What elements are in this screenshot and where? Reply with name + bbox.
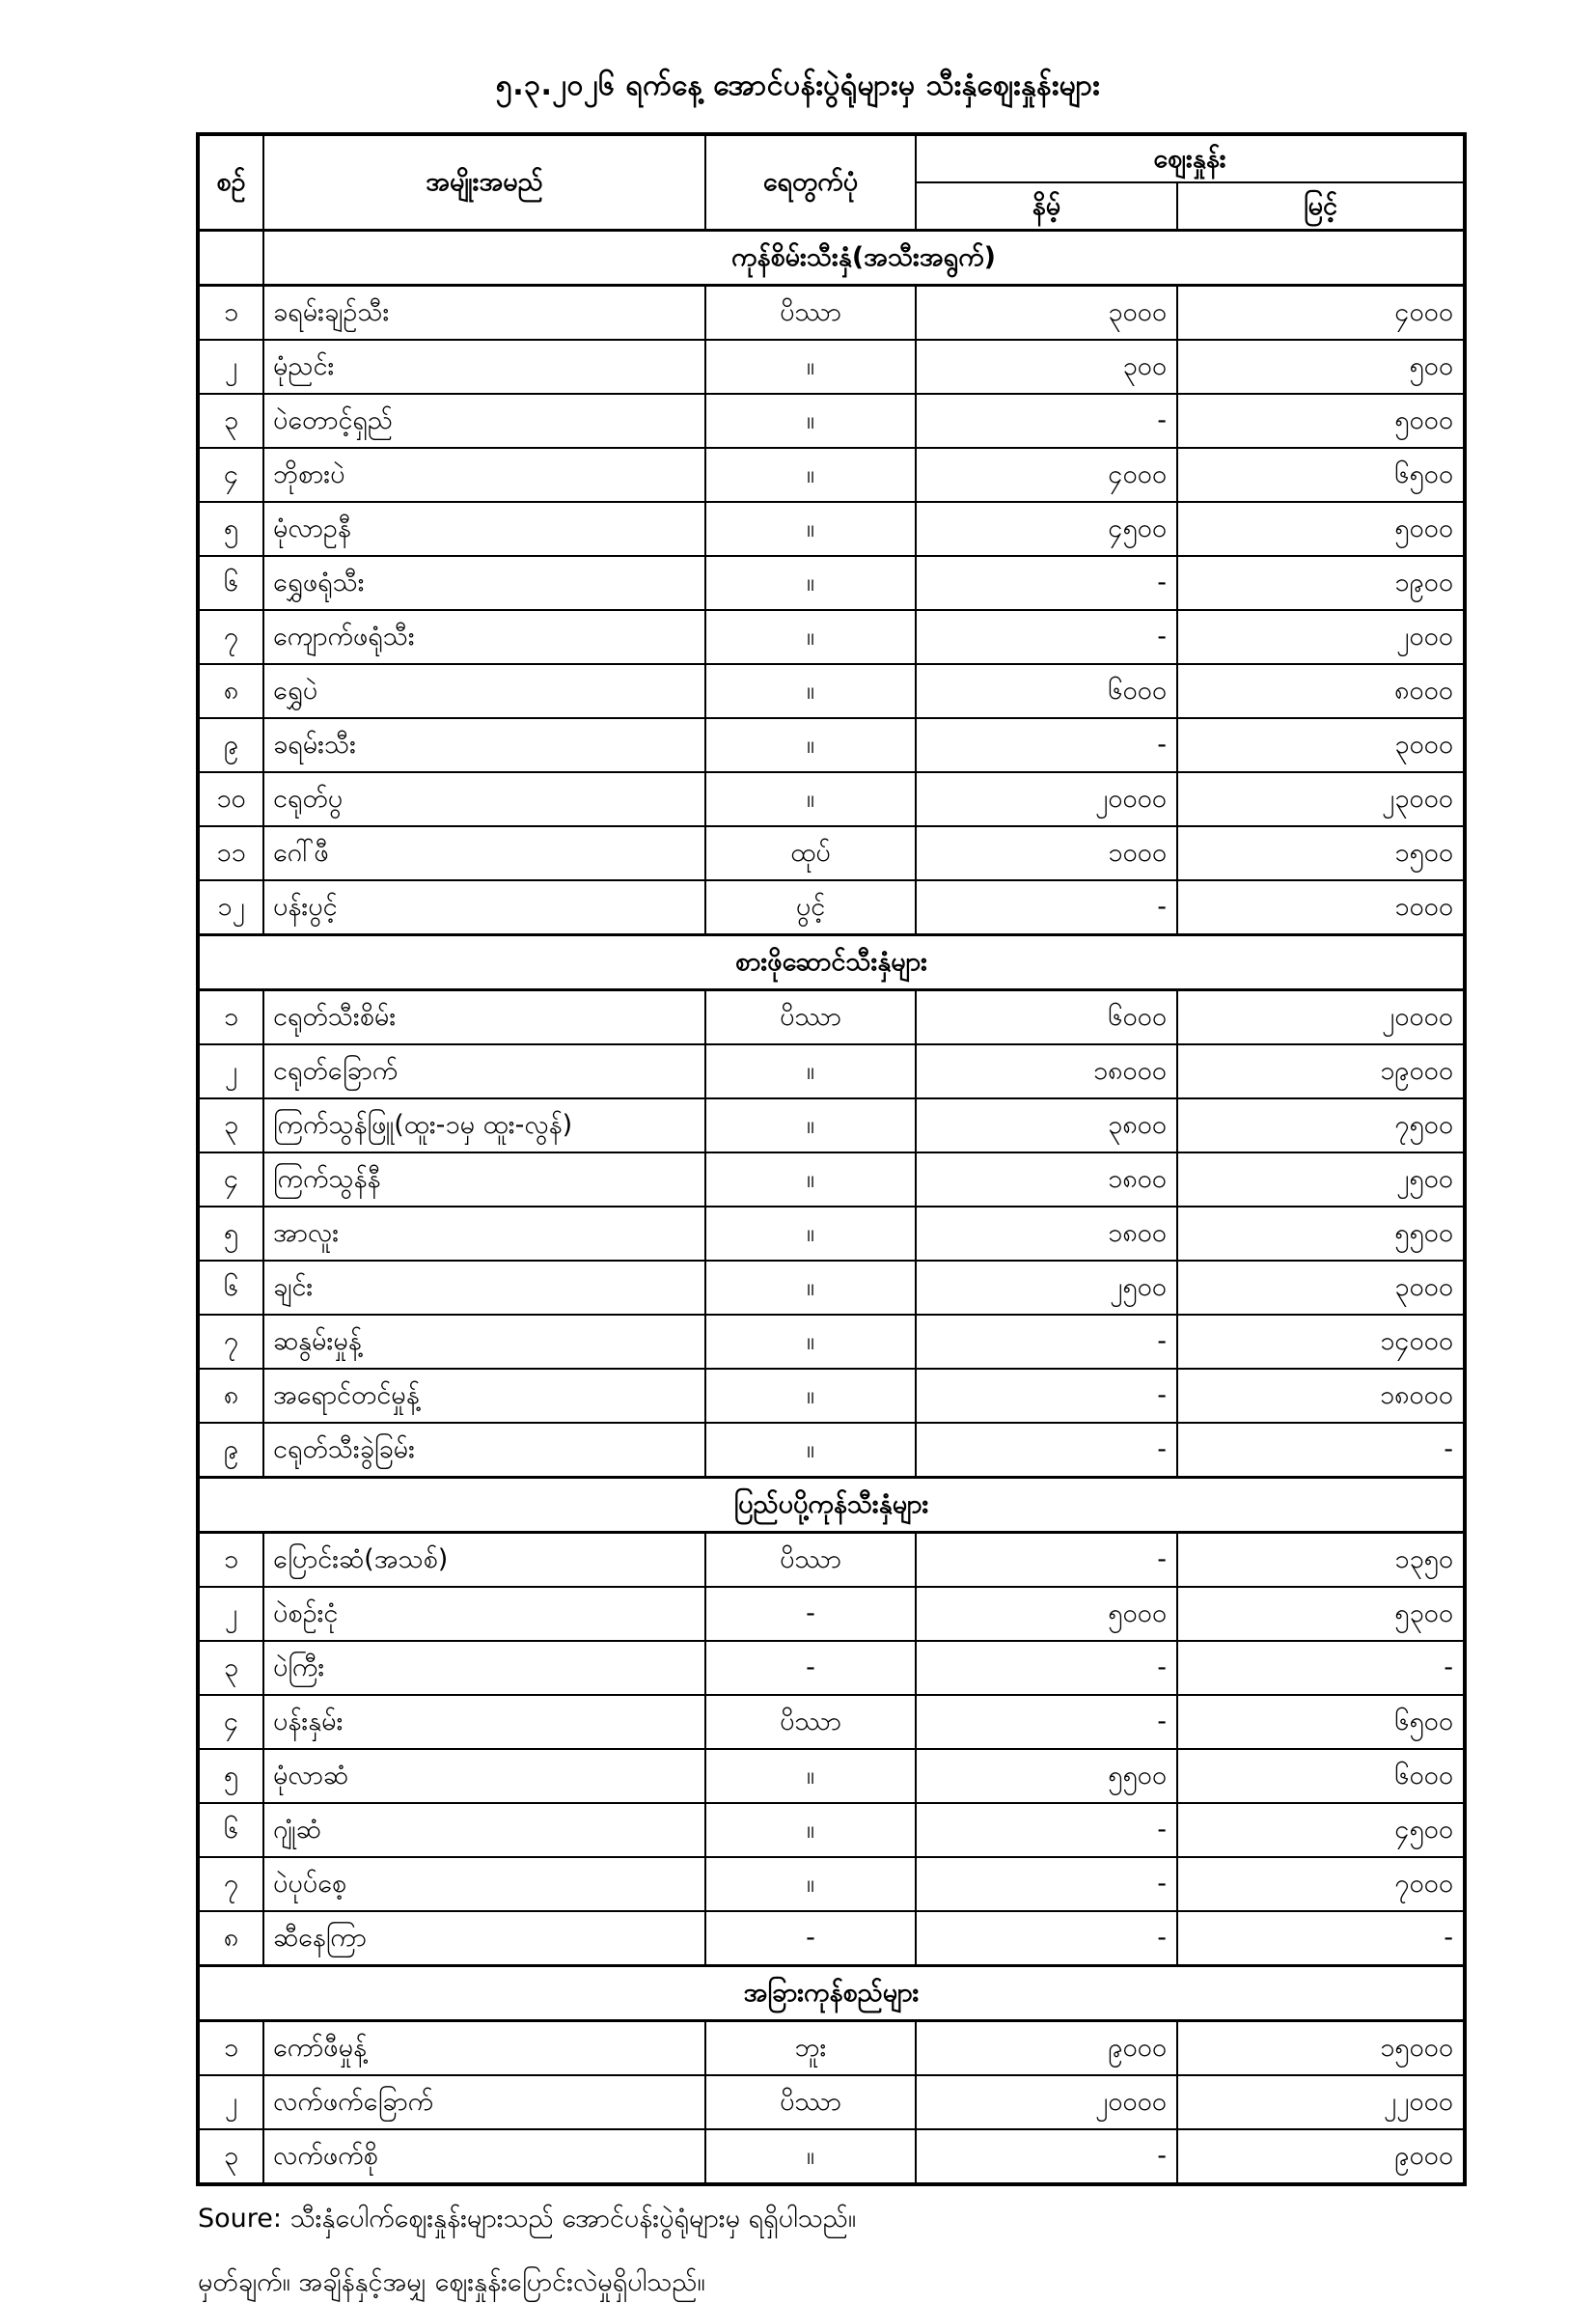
cell-unit: ။: [705, 502, 916, 556]
cell-price-high: ၃၀၀၀: [1177, 1261, 1465, 1315]
cell-price-low: -: [916, 1315, 1177, 1369]
cell-price-low: -: [916, 1641, 1177, 1695]
cell-name: အာလူး: [263, 1207, 705, 1261]
cell-seq: ၆: [198, 1803, 263, 1857]
cell-price-high: ၅၅၀၀: [1177, 1207, 1465, 1261]
cell-seq: ၁၁: [198, 826, 263, 880]
cell-name: ငရုတ်သီးစိမ်း: [263, 990, 705, 1045]
footer-note: မှတ်ချက်။ အချိန်နှင့်အမျှ ဈေးနှုန်းပြောင်းလဲမှုရှိပါသည်။: [198, 2267, 705, 2297]
cell-price-low: -: [916, 1803, 1177, 1857]
cell-price-high: ၁၅၀၀: [1177, 826, 1465, 880]
table-row: [198, 1098, 1465, 1152]
section-header-row: [198, 231, 1465, 286]
cell-unit: ။: [705, 1098, 916, 1152]
section-header-row: [198, 1966, 1465, 2021]
cell-price-high: -: [1177, 1911, 1465, 1966]
cell-unit: ။: [705, 664, 916, 718]
section-seq-empty-cell: [198, 231, 263, 286]
cell-price-high: ၇၅၀၀: [1177, 1098, 1465, 1152]
header-name: အမျိုးအမည်: [263, 134, 705, 231]
table-header: [198, 134, 1465, 231]
cell-name: ဂျုံဆံ: [263, 1803, 705, 1857]
cell-unit: ပိဿာ: [705, 2075, 916, 2129]
cell-seq: ၆: [198, 1261, 263, 1315]
cell-name: ဂေါ်ဖီ: [263, 826, 705, 880]
cell-name: ရွှေဖရုံသီး: [263, 556, 705, 610]
table-row: [198, 1749, 1465, 1803]
cell-price-low: ၁၀၀၀: [916, 826, 1177, 880]
table-row: [198, 1641, 1465, 1695]
cell-unit: ပိဿာ: [705, 286, 916, 341]
cell-seq: ၈: [198, 1369, 263, 1423]
cell-name: ပန်းပွင့်: [263, 880, 705, 935]
cell-name: မုံလာဆံ: [263, 1749, 705, 1803]
cell-name: ပဲကြီး: [263, 1641, 705, 1695]
cell-price-low: ၉၀၀၀: [916, 2021, 1177, 2076]
cell-unit: ။: [705, 448, 916, 502]
cell-unit: ။: [705, 1152, 916, 1207]
cell-price-low: -: [916, 1533, 1177, 1588]
cell-seq: ၁၂: [198, 880, 263, 935]
page-title: ၅.၃.၂၀၂၆ ရက်နေ့ အောင်ပန်းပွဲရုံများမှ သီးနှံဈေးနှုန်းများ: [495, 69, 1101, 102]
header-seq: စဉ်: [198, 134, 263, 231]
cell-unit: ထုပ်: [705, 826, 916, 880]
cell-price-high: ၁၅၀၀၀: [1177, 2021, 1465, 2076]
cell-unit: ။: [705, 1044, 916, 1098]
cell-price-low: ၁၈၀၀: [916, 1207, 1177, 1261]
cell-price-low: ၄၅၀၀: [916, 502, 1177, 556]
cell-price-high: ၂၅၀၀: [1177, 1152, 1465, 1207]
cell-price-low: -: [916, 1857, 1177, 1911]
cell-name: ကော်ဖီမှုန့်: [263, 2021, 705, 2076]
cell-name: ကျောက်ဖရုံသီး: [263, 610, 705, 664]
table-row: [198, 1152, 1465, 1207]
cell-price-high: ၂၀၀၀၀: [1177, 990, 1465, 1045]
cell-seq: ၇: [198, 1857, 263, 1911]
cell-price-low: -: [916, 880, 1177, 935]
cell-seq: ၄: [198, 1152, 263, 1207]
cell-name: ဆီနေကြာ: [263, 1911, 705, 1966]
table-row: [198, 772, 1465, 826]
cell-seq: ၃: [198, 1098, 263, 1152]
cell-price-high: ၈၀၀၀: [1177, 664, 1465, 718]
cell-unit: ။: [705, 1803, 916, 1857]
cell-price-high: ၅၃၀၀: [1177, 1587, 1465, 1641]
cell-unit: -: [705, 1641, 916, 1695]
cell-name: ခရမ်းချဉ်သီး: [263, 286, 705, 341]
cell-name: လက်ဖက်ခြောက်: [263, 2075, 705, 2129]
cell-seq: ၁၀: [198, 772, 263, 826]
table-row: [198, 340, 1465, 394]
cell-price-high: ၆၅၀၀: [1177, 448, 1465, 502]
cell-seq: ၂: [198, 2075, 263, 2129]
cell-price-low: -: [916, 1423, 1177, 1478]
table-row: [198, 286, 1465, 341]
cell-seq: ၅: [198, 502, 263, 556]
cell-name: ပြောင်းဆံ(အသစ်): [263, 1533, 705, 1588]
cell-price-low: ၂၀၀၀၀: [916, 2075, 1177, 2129]
cell-price-high: ၃၀၀၀: [1177, 718, 1465, 772]
header-unit: ရေတွက်ပုံ: [705, 134, 916, 231]
table-row: [198, 1369, 1465, 1423]
cell-price-high: -: [1177, 1423, 1465, 1478]
cell-price-high: ၁၉၀၀၀: [1177, 1044, 1465, 1098]
cell-price-low: -: [916, 610, 1177, 664]
cell-seq: ၅: [198, 1207, 263, 1261]
cell-seq: ၃: [198, 1641, 263, 1695]
table-row: [198, 394, 1465, 448]
cell-seq: ၁: [198, 2021, 263, 2076]
table-row: [198, 880, 1465, 935]
table-row: [198, 1803, 1465, 1857]
table-row: [198, 2075, 1465, 2129]
cell-name: ပဲတောင့်ရှည်: [263, 394, 705, 448]
cell-price-low: -: [916, 1369, 1177, 1423]
cell-price-low: ၆၀၀၀: [916, 664, 1177, 718]
cell-price-high: ၁၄၀၀၀: [1177, 1315, 1465, 1369]
cell-name: ကြက်သွန်နီ: [263, 1152, 705, 1207]
cell-price-low: ၂၅၀၀: [916, 1261, 1177, 1315]
table-row: [198, 1044, 1465, 1098]
table-row: [198, 502, 1465, 556]
cell-seq: ၇: [198, 610, 263, 664]
table-row: [198, 1423, 1465, 1478]
cell-unit: ။: [705, 610, 916, 664]
cell-price-low: ၅၀၀၀: [916, 1587, 1177, 1641]
cell-name: ငရုတ်သီးခွဲခြမ်း: [263, 1423, 705, 1478]
cell-unit: -: [705, 1911, 916, 1966]
commodity-price-table: [196, 132, 1467, 2186]
cell-unit: ပိဿာ: [705, 1695, 916, 1749]
table-row: [198, 1857, 1465, 1911]
cell-name: ဘိုစားပဲ: [263, 448, 705, 502]
cell-seq: ၃: [198, 394, 263, 448]
cell-price-low: -: [916, 394, 1177, 448]
table-row: [198, 1695, 1465, 1749]
table-row: [198, 2129, 1465, 2184]
section-header: စားဖိုဆောင်သီးနှံများ: [198, 935, 1465, 990]
cell-price-low: ၂၀၀၀၀: [916, 772, 1177, 826]
cell-price-low: -: [916, 1911, 1177, 1966]
cell-unit: ။: [705, 718, 916, 772]
cell-name: ပဲပုပ်စေ့: [263, 1857, 705, 1911]
cell-price-low: -: [916, 556, 1177, 610]
cell-seq: ၄: [198, 1695, 263, 1749]
table-row: [198, 1207, 1465, 1261]
cell-unit: ။: [705, 1749, 916, 1803]
cell-name: ပဲစဉ်းငုံ: [263, 1587, 705, 1641]
cell-price-high: ၁၉၀၀: [1177, 556, 1465, 610]
cell-name: အရောင်တင်မှုန့်: [263, 1369, 705, 1423]
cell-price-high: ၄၀၀၀: [1177, 286, 1465, 341]
cell-price-low: ၁၈၀၀: [916, 1152, 1177, 1207]
cell-unit: ။: [705, 1315, 916, 1369]
cell-unit: ။: [705, 2129, 916, 2184]
cell-unit: -: [705, 1587, 916, 1641]
cell-price-low: -: [916, 2129, 1177, 2184]
cell-seq: ၇: [198, 1315, 263, 1369]
cell-seq: ၁: [198, 990, 263, 1045]
cell-seq: ၂: [198, 340, 263, 394]
table-body: [198, 231, 1465, 2185]
table-row: [198, 664, 1465, 718]
cell-name: လက်ဖက်စို: [263, 2129, 705, 2184]
cell-price-low: ၃၀၀၀: [916, 286, 1177, 341]
cell-name: ငရုတ်ပွ: [263, 772, 705, 826]
cell-price-low: ၃၈၀၀: [916, 1098, 1177, 1152]
table-row: [198, 1261, 1465, 1315]
cell-name: ခရမ်းသီး: [263, 718, 705, 772]
cell-price-high: ၅၀၀: [1177, 340, 1465, 394]
header-price-low: နိမ့်: [916, 182, 1177, 231]
header-row-1: [198, 134, 1465, 182]
footer: [198, 2202, 1596, 2304]
table-row: [198, 1911, 1465, 1966]
cell-price-high: ၂၀၀၀: [1177, 610, 1465, 664]
cell-unit: ။: [705, 394, 916, 448]
cell-price-high: ၁၈၀၀၀: [1177, 1369, 1465, 1423]
cell-unit: ။: [705, 340, 916, 394]
cell-price-high: ၉၀၀၀: [1177, 2129, 1465, 2184]
cell-price-low: ၆၀၀၀: [916, 990, 1177, 1045]
section-header: အခြားကုန်စည်များ: [198, 1966, 1465, 2021]
footer-source: Soure: သီးနှံပေါက်ဈေးနှုန်းများသည် အောင်ပန်းပွဲရုံများမှ ရရှိပါသည်။: [198, 2204, 857, 2234]
cell-price-high: ၅၀၀၀: [1177, 502, 1465, 556]
cell-seq: ၉: [198, 1423, 263, 1478]
table-row: [198, 718, 1465, 772]
cell-price-high: ၄၅၀၀: [1177, 1803, 1465, 1857]
cell-price-low: -: [916, 718, 1177, 772]
cell-unit: ဘူး: [705, 2021, 916, 2076]
header-price-high: မြင့်: [1177, 182, 1465, 231]
cell-unit: ပိဿာ: [705, 1533, 916, 1588]
cell-price-low: -: [916, 1695, 1177, 1749]
cell-seq: ၅: [198, 1749, 263, 1803]
header-price: ဈေးနှုန်း: [916, 134, 1465, 182]
table-row: [198, 610, 1465, 664]
cell-price-high: ၆၀၀၀: [1177, 1749, 1465, 1803]
cell-name: မုံလာဥနီ: [263, 502, 705, 556]
cell-price-high: ၂၃၀၀၀: [1177, 772, 1465, 826]
cell-name: ငရုတ်ခြောက်: [263, 1044, 705, 1098]
cell-price-high: -: [1177, 1641, 1465, 1695]
cell-price-high: ၆၅၀၀: [1177, 1695, 1465, 1749]
cell-seq: ၂: [198, 1587, 263, 1641]
cell-seq: ၄: [198, 448, 263, 502]
cell-price-low: ၃၀၀: [916, 340, 1177, 394]
cell-seq: ၁: [198, 286, 263, 341]
cell-price-low: ၄၀၀၀: [916, 448, 1177, 502]
cell-seq: ၂: [198, 1044, 263, 1098]
cell-unit: ။: [705, 772, 916, 826]
cell-name: ချင်း: [263, 1261, 705, 1315]
section-header: ကုန်စိမ်းသီးနှံ(အသီးအရွက်): [263, 231, 1465, 286]
cell-price-high: ၁၀၀၀: [1177, 880, 1465, 935]
table-row: [198, 1533, 1465, 1588]
table-row: [198, 990, 1465, 1045]
cell-name: ရွှေပဲ: [263, 664, 705, 718]
cell-price-low: ၅၅၀၀: [916, 1749, 1177, 1803]
cell-seq: ၁: [198, 1533, 263, 1588]
cell-price-high: ၇၀၀၀: [1177, 1857, 1465, 1911]
cell-unit: ပွင့်: [705, 880, 916, 935]
cell-price-low: ၁၈၀၀၀: [916, 1044, 1177, 1098]
section-header-row: [198, 935, 1465, 990]
cell-seq: ၃: [198, 2129, 263, 2184]
cell-price-high: ၁၃၅၀: [1177, 1533, 1465, 1588]
table-row: [198, 1587, 1465, 1641]
cell-unit: ပိဿာ: [705, 990, 916, 1045]
section-header-row: [198, 1478, 1465, 1533]
table-row: [198, 1315, 1465, 1369]
cell-name: ကြက်သွန်ဖြူ(ထူး-၁မှ ထူး-လွန်): [263, 1098, 705, 1152]
table-row: [198, 448, 1465, 502]
table-row: [198, 556, 1465, 610]
cell-price-high: ၂၂၀၀၀: [1177, 2075, 1465, 2129]
cell-unit: ။: [705, 1423, 916, 1478]
cell-price-high: ၅၀၀၀: [1177, 394, 1465, 448]
table-row: [198, 2021, 1465, 2076]
cell-seq: ၈: [198, 1911, 263, 1966]
cell-unit: ။: [705, 1261, 916, 1315]
cell-name: ပန်းနှမ်း: [263, 1695, 705, 1749]
cell-unit: ။: [705, 1369, 916, 1423]
section-header: ပြည်ပပို့ကုန်သီးနှံများ: [198, 1478, 1465, 1533]
cell-seq: ၆: [198, 556, 263, 610]
cell-unit: ။: [705, 1857, 916, 1911]
cell-unit: ။: [705, 556, 916, 610]
table-row: [198, 826, 1465, 880]
cell-seq: ၈: [198, 664, 263, 718]
cell-name: မုံညင်း: [263, 340, 705, 394]
cell-seq: ၉: [198, 718, 263, 772]
cell-name: ဆနွမ်းမှုန့်: [263, 1315, 705, 1369]
cell-unit: ။: [705, 1207, 916, 1261]
